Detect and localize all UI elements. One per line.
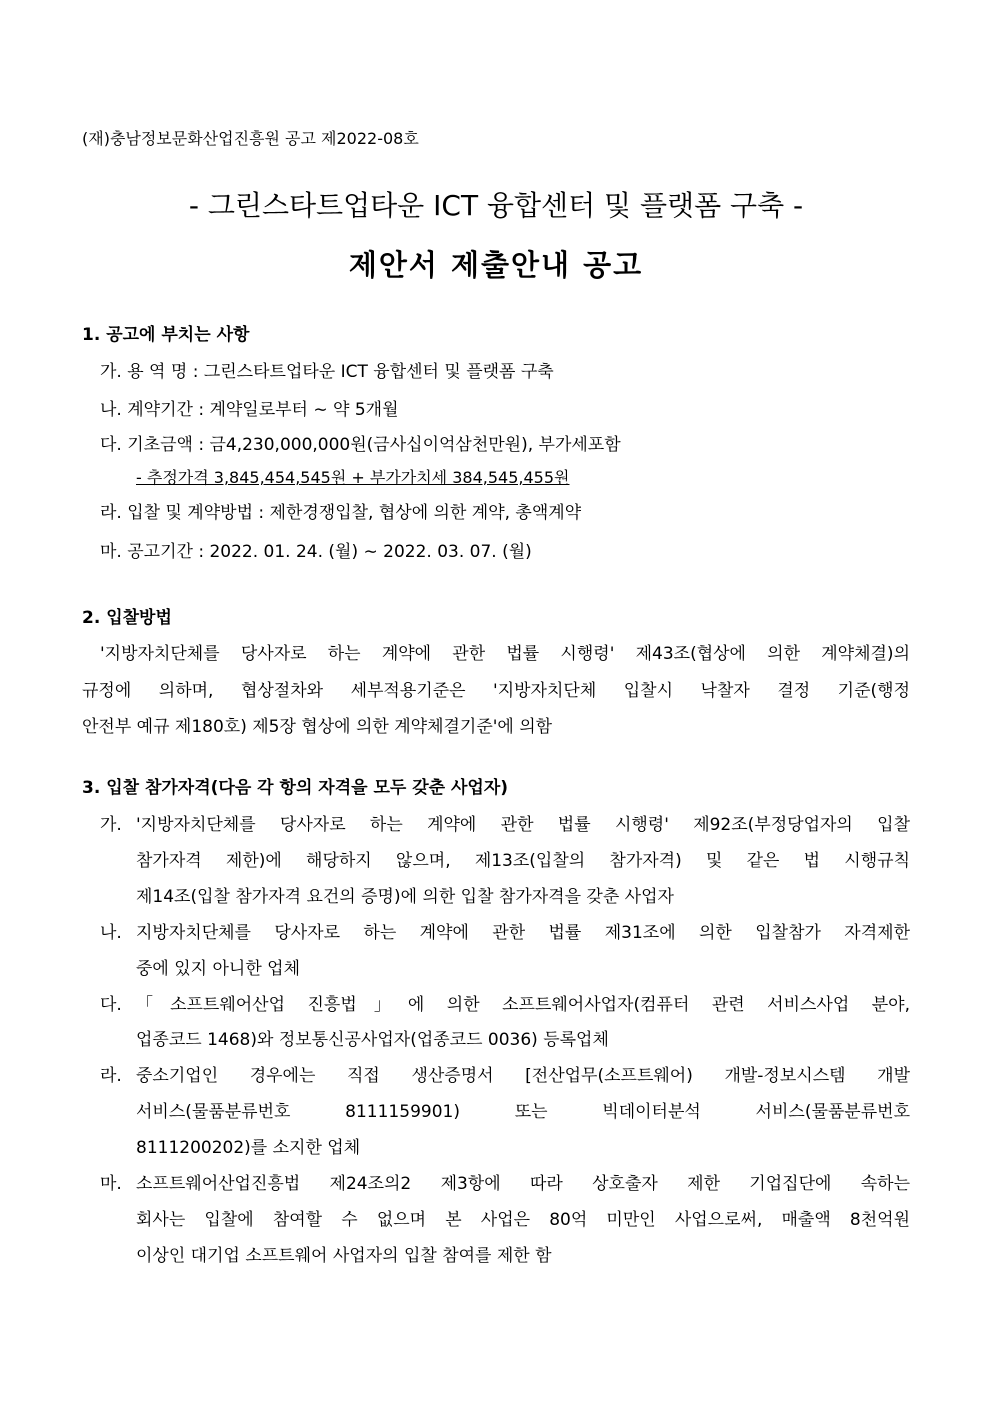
- section3-item-line: 참가자격 제한)에 해당하지 않으며, 제13조(입찰의 참가자격) 및 같은 법 시행규칙: [136, 851, 910, 871]
- section1-item-notice-period: 마. 공고기간 : 2022. 01. 24. (월) ∼ 2022. 03. 07. (월): [100, 542, 532, 562]
- section3-item-line: 중소기업인 경우에는 직접 생산증명서 [전산업무(소프트웨어) 개발-정보시스템 개발: [136, 1066, 910, 1086]
- section3-item-line: 회사는 입찰에 참여할 수 없으며 본 사업은 80억 미만인 사업으로써, 매출액 8천억원: [136, 1210, 910, 1230]
- section3-item-mark: 가.: [100, 815, 122, 835]
- section3-item-line: 이상인 대기업 소프트웨어 사업자의 입찰 참여를 제한 함: [136, 1246, 552, 1266]
- notice-number: (재)충남정보문화산업진흥원 공고 제2022-08호: [82, 129, 419, 148]
- document-title: - 그린스타트업타운 ICT 융합센터 및 플랫폼 구축 -: [188, 189, 804, 222]
- section2-line: '지방자치단체를 당사자로 하는 계약에 관한 법률 시행령' 제43조(협상에 의한 계약체결)의: [100, 644, 910, 664]
- section3-item-line: 소프트웨어산업진흥법 제24조의2 제3항에 따라 상호출자 제한 기업집단에 속하는: [136, 1174, 910, 1194]
- section1-estimated-price: - 추정가격 3,845,454,545원 + 부가가치세 384,545,455원: [136, 468, 570, 487]
- section3-heading: 3. 입찰 참가자격(다음 각 항의 자격을 모두 갖춘 사업자): [82, 778, 509, 798]
- section3-item-line: '지방자치단체를 당사자로 하는 계약에 관한 법률 시행령' 제92조(부정당업자의 입찰: [136, 815, 910, 835]
- section3-item-mark: 나.: [100, 923, 122, 943]
- section3-item-line: 8111200202)를 소지한 업체: [136, 1138, 361, 1158]
- document-subtitle: 제안서 제출안내 공고: [348, 248, 644, 282]
- section3-item-line: 중에 있지 아니한 업체: [136, 959, 301, 979]
- section2-line: 안전부 예규 제180호) 제5장 협상에 의한 계약체결기준'에 의함: [82, 717, 553, 737]
- section3-item-line: 지방자치단체를 당사자로 하는 계약에 관한 법률 제31조에 의한 입찰참가 자격제한: [136, 923, 910, 943]
- section3-item-mark: 다.: [100, 995, 122, 1015]
- section1-item-contract-period: 나. 계약기간 : 계약일로부터 ∼ 약 5개월: [100, 400, 399, 420]
- section3-item-mark: 라.: [100, 1066, 122, 1086]
- section2-line: 규정에 의하며, 협상절차와 세부적용기준은 '지방자치단체 입찰시 낙찰자 결정 기준(행정: [82, 681, 910, 701]
- section1-item-base-amount: 다. 기초금액 : 금4,230,000,000원(금사십이억삼천만원), 부가세포함: [100, 435, 621, 455]
- section1-item-service-name: 가. 용 역 명 : 그린스타트업타운 ICT 융합센터 및 플랫폼 구축: [100, 362, 554, 382]
- section1-item-bid-method: 라. 입찰 및 계약방법 : 제한경쟁입찰, 협상에 의한 계약, 총액계약: [100, 503, 582, 523]
- section2-heading: 2. 입찰방법: [82, 608, 172, 628]
- section3-item-line: 업종코드 1468)와 정보통신공사업자(업종코드 0036) 등록업체: [136, 1030, 609, 1050]
- section3-item-line: 서비스(물품분류번호 8111159901) 또는 빅데이터분석 서비스(물품분류번호: [136, 1102, 910, 1122]
- section3-item-mark: 마.: [100, 1174, 122, 1194]
- section1-heading: 1. 공고에 부치는 사항: [82, 325, 250, 345]
- section3-item-line: 「소프트웨어산업 진흥법」에 의한 소프트웨어사업자(컴퓨터 관련 서비스사업 분야,: [136, 995, 910, 1015]
- section3-item-line: 제14조(입찰 참가자격 요건의 증명)에 의한 입찰 참가자격을 갖춘 사업자: [136, 887, 674, 907]
